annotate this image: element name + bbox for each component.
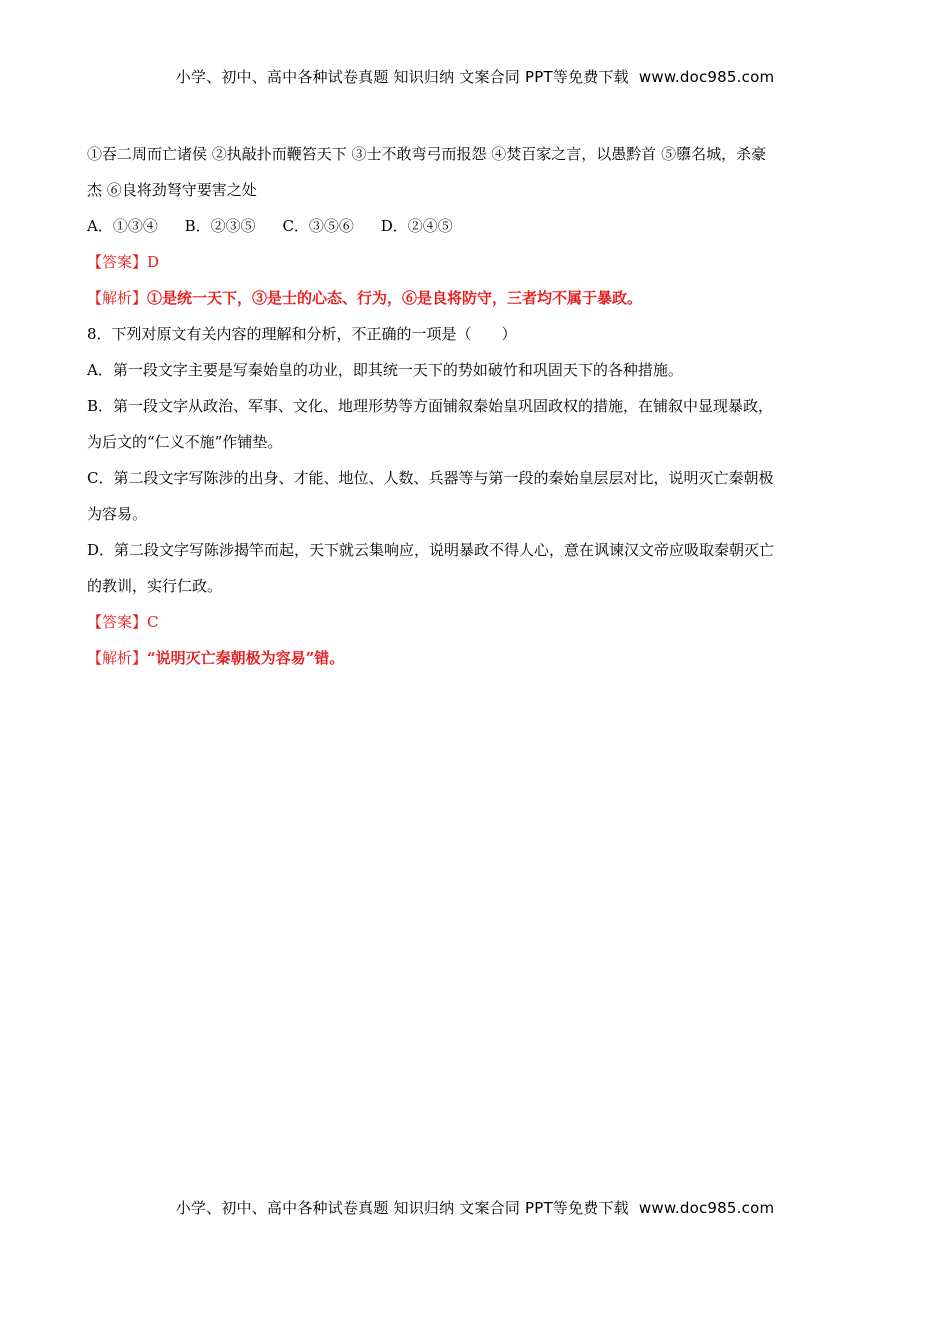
q8-analysis-label: 【解析】 bbox=[87, 649, 148, 667]
q7-options bbox=[87, 208, 863, 244]
q7-answer-label: 【答案】 bbox=[87, 253, 148, 271]
q8-answer bbox=[87, 604, 863, 640]
q7-option-b: B．②③⑤ bbox=[184, 217, 256, 235]
q7-items-line2: 杰 ⑥良将劲弩守要害之处 bbox=[87, 181, 257, 199]
footer-text: 小学、初中、高中各种试卷真题 知识归纳 文案合同 PPT等免费下载 bbox=[175, 1199, 629, 1217]
q7-option-a: A．①③④ bbox=[87, 217, 158, 235]
q8-analysis-text: “说明灭亡秦朝极为容易”错。 bbox=[147, 649, 345, 667]
q8-option-d-line1: D．第二段文字写陈涉揭竿而起，天下就云集响应，说明暴政不得人心，意在讽谏汉文帝应吸取秦朝灭亡 bbox=[87, 541, 775, 559]
document-body bbox=[87, 136, 863, 676]
q7-option-c: C．③⑤⑥ bbox=[282, 217, 354, 235]
q7-answer-value: D bbox=[147, 253, 160, 271]
header-url[interactable]: www.doc985.com bbox=[638, 68, 775, 86]
header-text: 小学、初中、高中各种试卷真题 知识归纳 文案合同 PPT等免费下载 bbox=[175, 68, 629, 86]
page-footer bbox=[0, 1197, 950, 1218]
q7-analysis bbox=[87, 280, 863, 316]
q8-option-b-line2: 为后文的“仁义不施”作铺垫。 bbox=[87, 433, 283, 451]
q7-analysis-label: 【解析】 bbox=[87, 289, 148, 307]
q8-option-c-line2: 为容易。 bbox=[87, 505, 148, 523]
q8-answer-value: C bbox=[147, 613, 159, 631]
q7-analysis-text: ①是统一天下，③是士的心态、行为，⑥是良将防守，三者均不属于暴政。 bbox=[147, 289, 643, 307]
q7-option-d: D．②④⑤ bbox=[380, 217, 453, 235]
q8-option-c-line1: C．第二段文字写陈涉的出身、才能、地位、人数、兵器等与第一段的秦始皇层层对比，说明灭亡秦朝极 bbox=[87, 469, 774, 487]
footer-url[interactable]: www.doc985.com bbox=[638, 1199, 775, 1217]
q7-items-line1: ①吞二周而亡诸侯 ②执敲扑而鞭笞天下 ③士不敢弯弓而报怨 ④焚百家之言，以愚黔首 ⑤隳名城，杀豪 bbox=[87, 145, 767, 163]
page-header bbox=[0, 66, 950, 87]
q8-option-a: A．第一段文字主要是写秦始皇的功业，即其统一天下的势如破竹和巩固天下的各种措施。 bbox=[87, 361, 683, 379]
q8-answer-label: 【答案】 bbox=[87, 613, 148, 631]
q7-answer bbox=[87, 244, 863, 280]
q8-option-b-line1: B．第一段文字从政治、军事、文化、地理形势等方面铺叙秦始皇巩固政权的措施，在铺叙中显现暴政， bbox=[87, 397, 774, 415]
q8-stem: 8．下列对原文有关内容的理解和分析，不正确的一项是（ ） bbox=[87, 325, 517, 343]
q8-analysis bbox=[87, 640, 863, 676]
q8-option-d-line2: 的教训，实行仁政。 bbox=[87, 577, 223, 595]
